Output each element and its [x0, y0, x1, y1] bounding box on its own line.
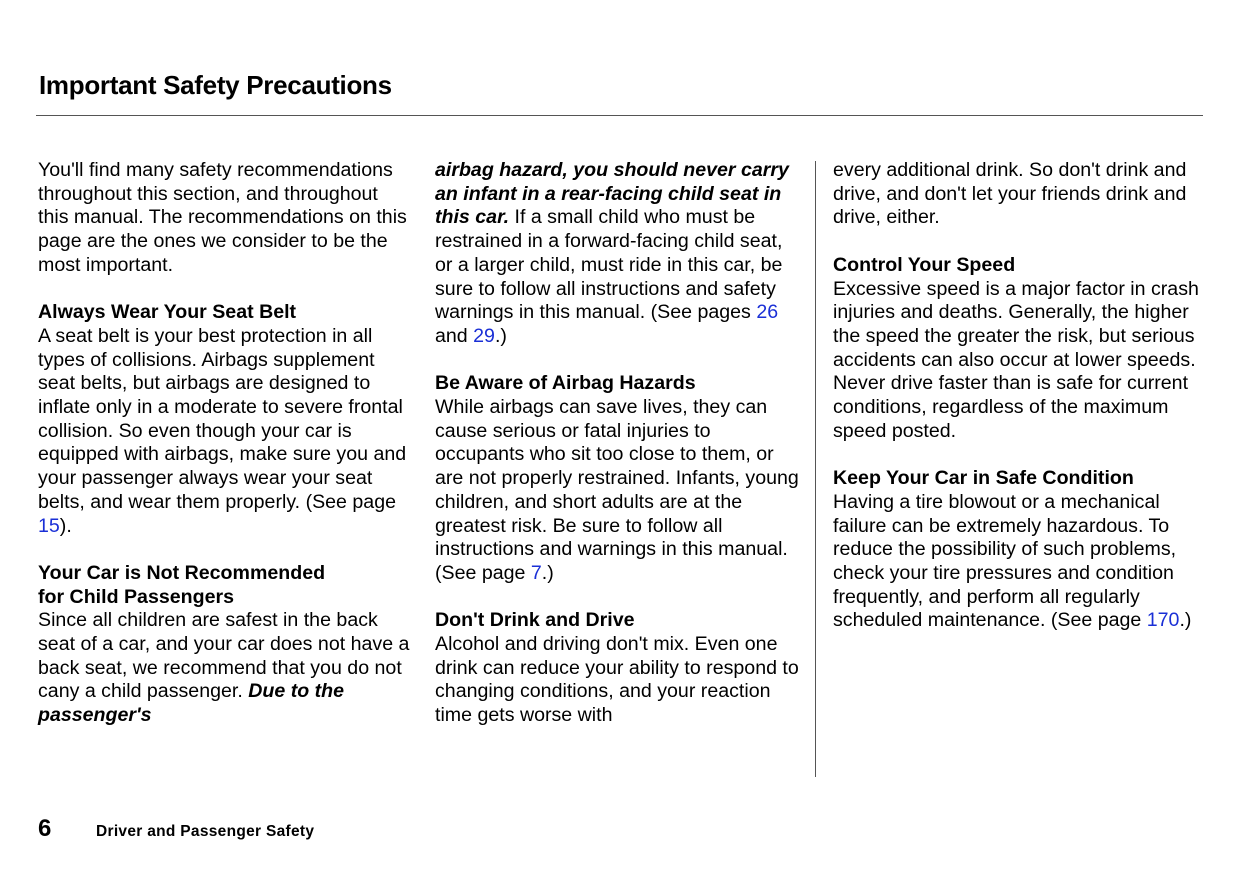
column-1 — [38, 159, 410, 728]
seatbelt-paragraph — [38, 325, 410, 538]
drink-paragraph: Alcohol and driving don't mix. Even one drink can reduce your ability to respond to changing conditions, and your reaction time gets worse with — [435, 633, 799, 727]
page-title: Important Safety Precautions — [39, 70, 392, 100]
airbag-body: While airbags can save lives, they can cause serious or fatal injuries to occupants who sit too close to them, or are not properly restrained. Infants, young children, and short adults are at the greatest risk. Be sure to follow all instructions and warnings in this manual. (See page — [435, 396, 799, 584]
page-link-7[interactable]: 7 — [530, 561, 542, 584]
title-divider — [36, 115, 1203, 116]
seatbelt-ref-open: (See page — [305, 490, 396, 513]
child-cont-close: .) — [494, 324, 507, 347]
seatbelt-body: A seat belt is your best protection in all types of collisions. Airbags supplement seat belts, but airbags are designed to inflate only in a moderate to severe frontal collision. So even though your car is equipped with airbags, make sure you and your passenger always wear your seat belts, and wear them properly. — [38, 324, 407, 513]
condition-body: Having a tire blowout or a mechanical failure can be extremely hazardous. To reduce the possibility of such problems, check your tire pressures and condition frequently, and perform all regularly scheduled maintenance. (See page — [833, 490, 1177, 632]
condition-paragraph — [833, 491, 1205, 633]
child-heading-line2: for Child Passengers — [38, 585, 234, 608]
child-heading — [38, 562, 410, 609]
column-divider — [815, 161, 816, 777]
page-link-26[interactable]: 26 — [756, 301, 779, 324]
seatbelt-heading: Always Wear Your Seat Belt — [38, 301, 297, 324]
speed-paragraph: Excessive speed is a major factor in crash injuries and deaths. Generally, the higher the speed the greater the risk, but serious accidents can also occur at lower speeds. Never drive faster than is safe for current conditions, regardless of the maximum speed posted. — [833, 277, 1199, 442]
drink-heading: Don't Drink and Drive — [435, 609, 635, 632]
airbag-ref-close: .) — [541, 561, 554, 584]
page-link-15[interactable]: 15 — [38, 514, 60, 537]
intro-paragraph: You'll find many safety recommendations throughout this section, and throughout this manual. The recommendations on this page are the ones we consider to be the most important. — [38, 159, 407, 276]
child-paragraph — [38, 609, 410, 728]
footer-section-title: Driver and Passenger Safety — [96, 823, 315, 840]
child-continued-paragraph — [435, 159, 800, 349]
drink-continued-paragraph: every additional drink. So don't drink and drive, and don't let your friends drink and drive, either. — [833, 159, 1187, 229]
child-body: Since all children are safest in the back seat of a car, and your car does not have a back seat, we recommend that you do not cany a child passenger. — [38, 609, 410, 703]
airbag-heading: Be Aware of Airbag Hazards — [435, 372, 696, 395]
page-number: 6 — [38, 815, 52, 842]
page-link-29[interactable]: 29 — [473, 324, 495, 347]
child-cont-emphasis: airbag hazard, you should never carry an infant in a rear-facing child seat in this car. — [435, 159, 789, 229]
condition-ref-close: .) — [1179, 609, 1192, 632]
child-cont-body: If a small child who must be restrained in a forward-facing child seat, or a larger child, must ride in this car, be sure to follow all instructions and safety warnings in this manual. (See pages — [435, 206, 783, 324]
column-2 — [435, 159, 800, 728]
column-3 — [833, 159, 1205, 633]
child-heading-line1: Your Car is Not Recommended — [38, 561, 326, 584]
page-link-170[interactable]: 170 — [1146, 609, 1180, 632]
seatbelt-ref-close: ). — [59, 514, 72, 537]
child-emphasis: Due to the passenger's — [38, 680, 345, 727]
condition-heading: Keep Your Car in Safe Condition — [833, 467, 1134, 490]
airbag-paragraph — [435, 396, 800, 586]
child-cont-and: and — [435, 324, 474, 347]
speed-heading: Control Your Speed — [833, 253, 1016, 276]
